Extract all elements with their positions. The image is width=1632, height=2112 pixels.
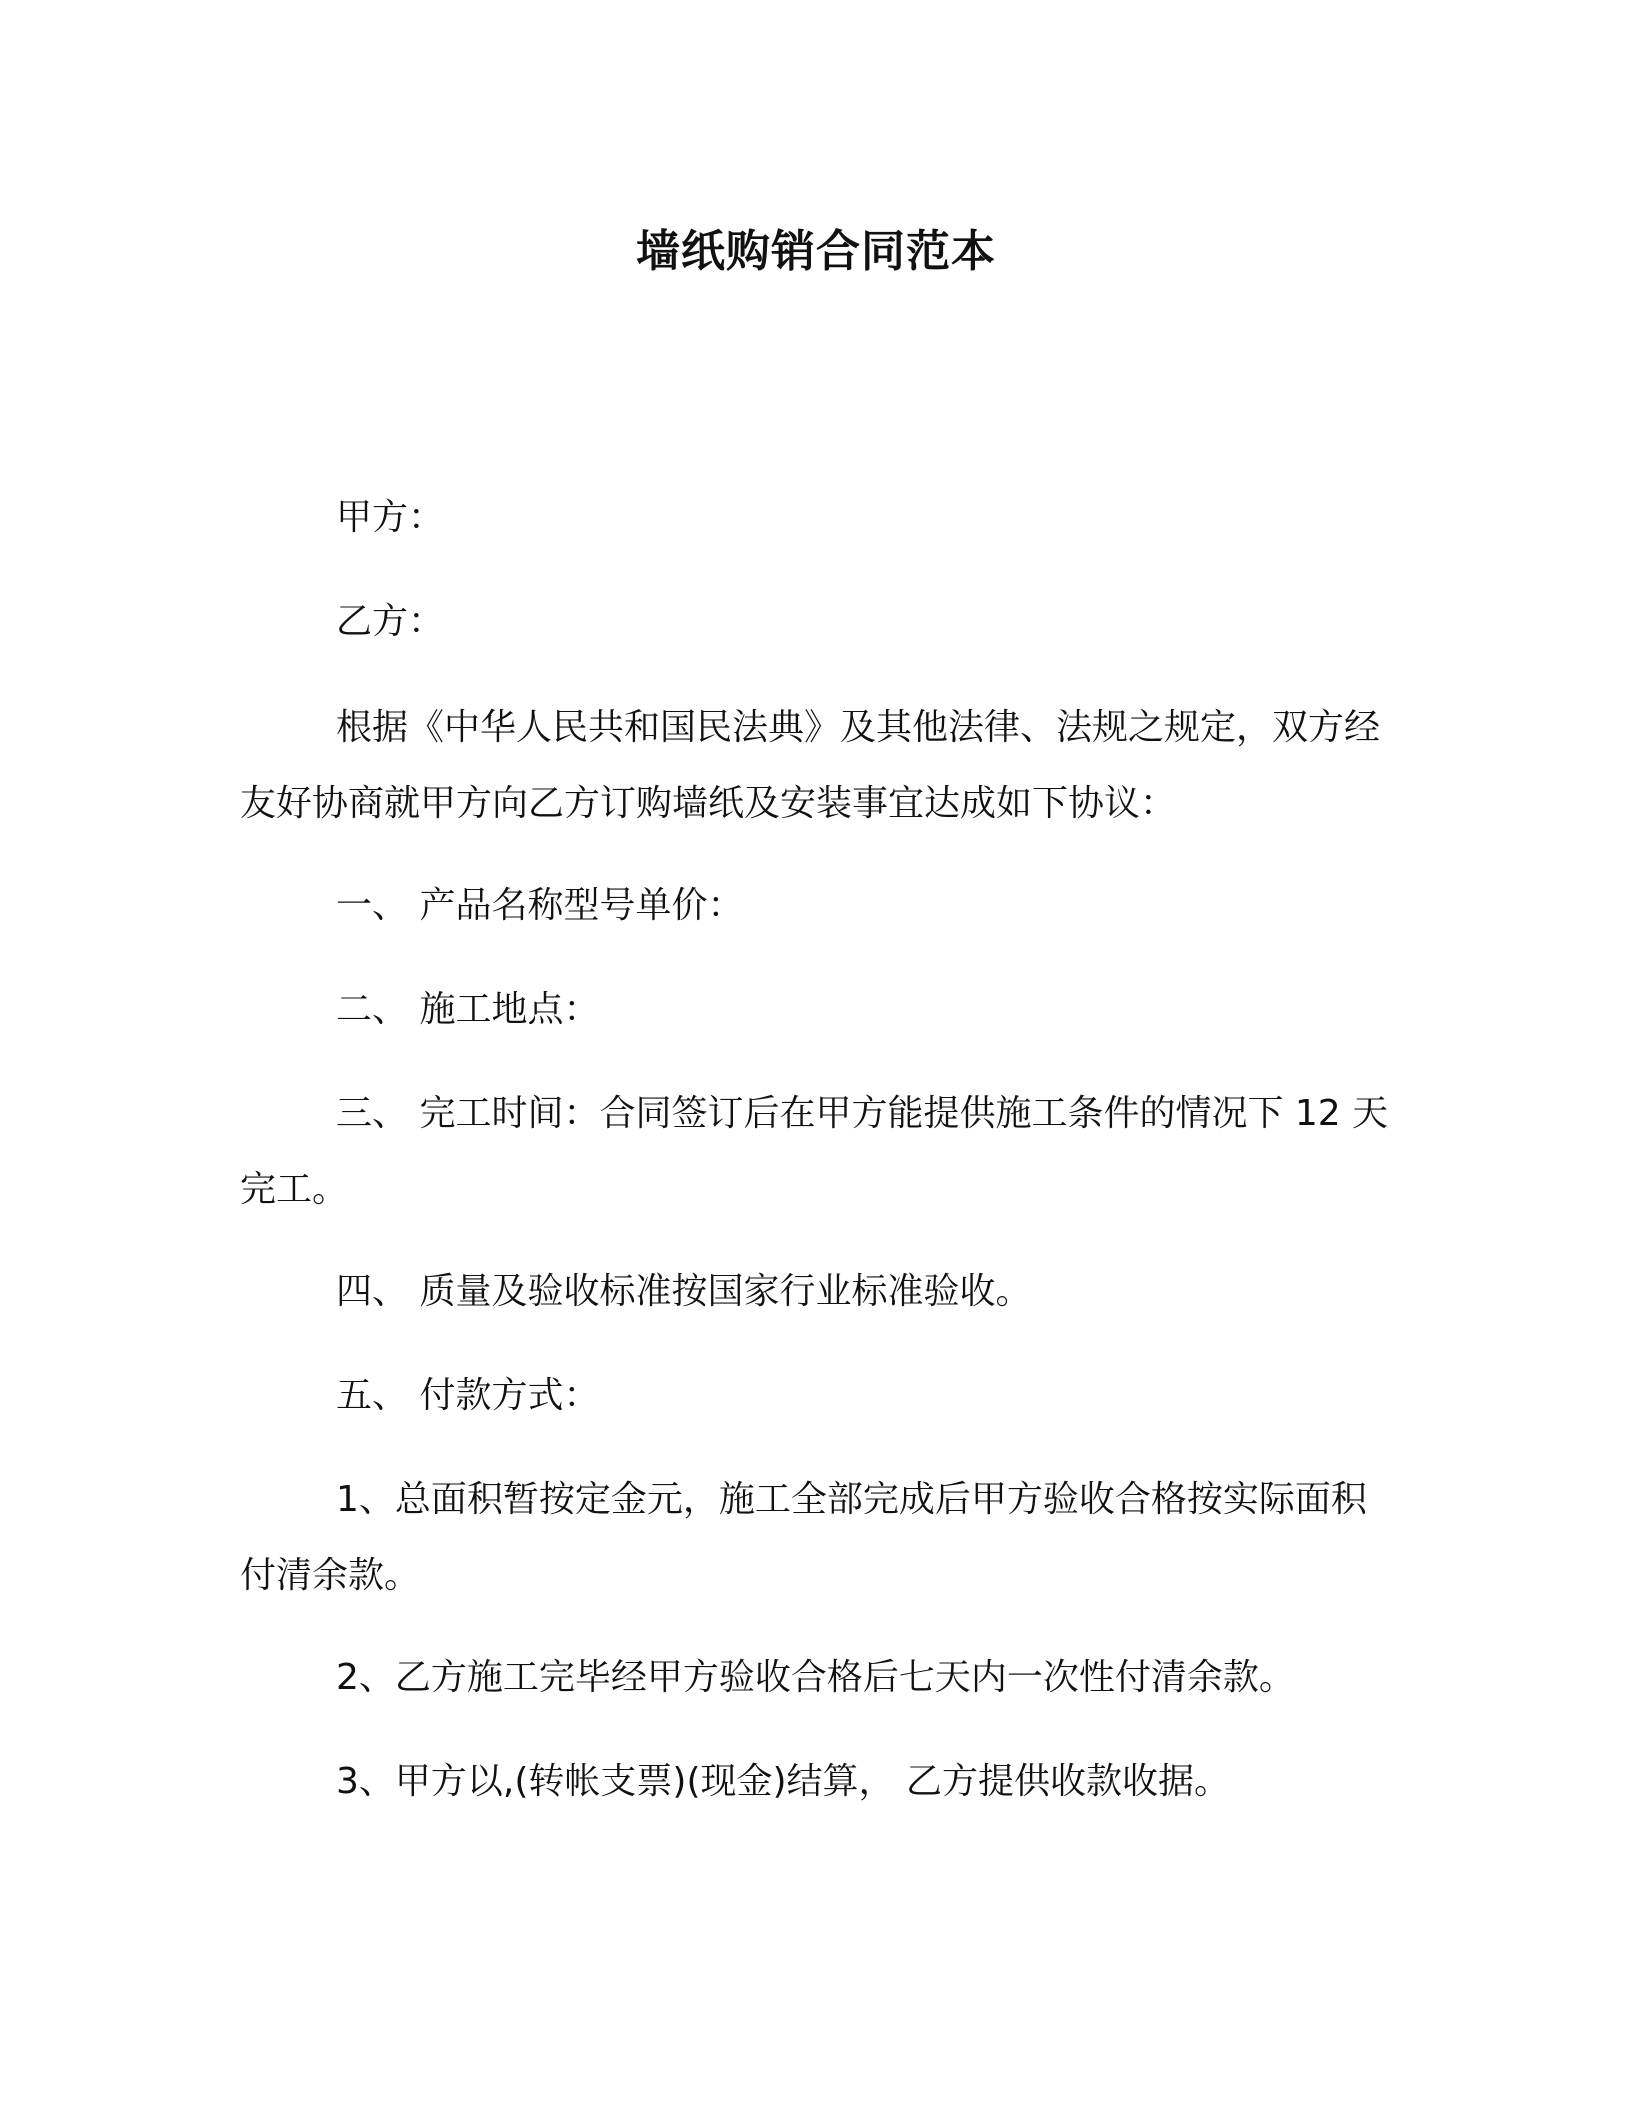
party-b-line: 乙方： xyxy=(336,601,445,642)
section-completion-time: 三、 完工时间：合同签订后在甲方能提供施工条件的情况下 12 天完工。 xyxy=(240,1093,1389,1210)
section-location: 二、 施工地点： xyxy=(336,989,600,1030)
agreement-basis-paragraph: 根据《中华人民共和国民法典》及其他法律、法规之规定，双方经友好协商就甲方向乙方订购墙纸及安装事宜达成如下协议： xyxy=(240,707,1381,824)
payment-item-1: 1、总面积暂按定金元，施工全部完成后甲方验收合格按实际面积付清余款。 xyxy=(240,1479,1367,1596)
section-product: 一、 产品名称型号单价： xyxy=(336,885,744,926)
section-quality: 四、 质量及验收标准按国家行业标准验收。 xyxy=(336,1271,1032,1312)
payment-item-2: 2、乙方施工完毕经甲方验收合格后七天内一次性付清余款。 xyxy=(336,1657,1295,1698)
document-title: 墙纸购销合同范本 xyxy=(636,226,996,277)
section-payment: 五、 付款方式： xyxy=(336,1375,600,1416)
party-a-line: 甲方： xyxy=(336,497,445,538)
payment-item-3: 3、甲方以,(转帐支票)(现金)结算， 乙方提供收款收据。 xyxy=(336,1761,1230,1802)
